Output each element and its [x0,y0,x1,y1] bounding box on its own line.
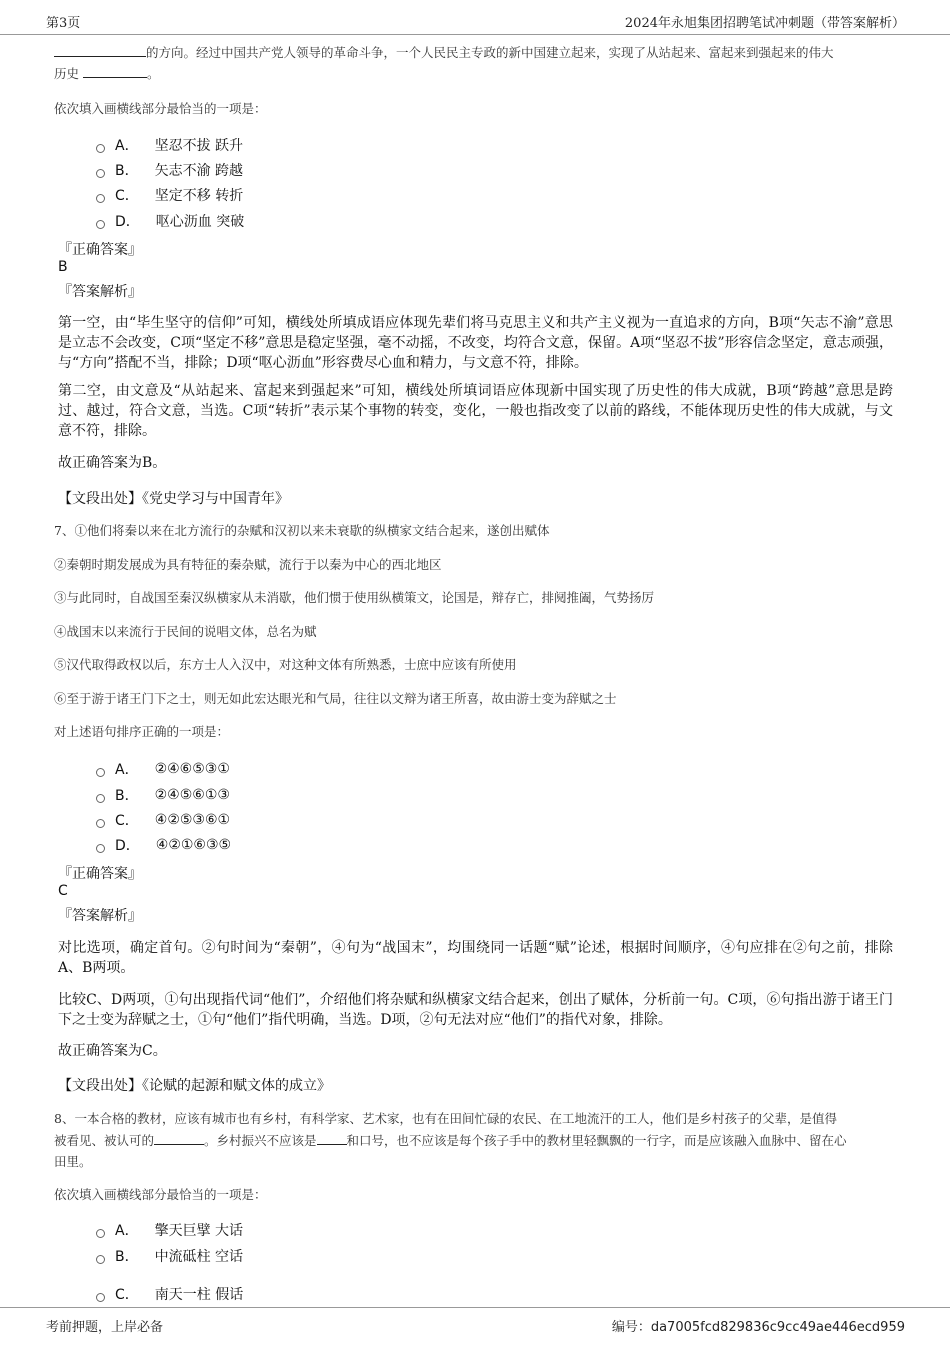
page-number: 第3页 [46,16,81,31]
radio-icon[interactable] [96,1255,105,1264]
q6-text-line1: 的方向。经过中国共产党人领导的革命斗争，一个人民民主专政的新中国建立起来，实现了从站起来、富起来到强起来的伟大 [54,42,892,64]
q6-source: 【文段出处】《党史学习与中国青年》 [58,491,289,507]
q7-option-c[interactable]: C． ④②⑤③⑥① [96,810,230,830]
q7-analysis-p2: 比较C、D两项，①句出现指代词“他们”，介绍他们将杂赋和纵横家文结合起来，创出了赋体，分析前一句。C项，⑥句指出游于诸王门下之士变为辞赋之士，①句“他们”指代明确，当选。D项，②句无法对应“他们”的指代对象，排除。 [58,992,893,1028]
q7-option-b[interactable]: B． ②④⑤⑥①③ [96,785,230,805]
q7-line: ③与此同时，自战国至秦汉纵横家从未消歇，他们惯于使用纵横策文，论国是，辩存亡，排阋推阖，气势扬厉 [54,590,655,605]
q6-analysis-p1: 第一空，由“毕生坚守的信仰”可知，横线处所填成语应体现先辈们将马克思主义和共产主义视为一直追求的方向，B项“矢志不渝”意思是立志不会改变，C项“坚定不移”意思是稳定坚强，毫不动摇，不改变，均符合文意，保留。A项“坚忍不拔”形容信念坚定，意志顽强，与“方向”搭配不当，排除；D项“呕心沥血”形容费尽心血和精力，与文意不符，排除。 [58,315,893,371]
q6-option-c[interactable]: C． 坚定不移 转折 [96,185,243,205]
radio-icon[interactable] [96,794,105,803]
radio-icon[interactable] [96,220,105,229]
radio-icon[interactable] [96,169,105,178]
answer-blank [54,42,146,57]
answer-blank [317,1130,347,1145]
radio-icon[interactable] [96,1293,105,1302]
q7-line: ⑤汉代取得政权以后，东方士人入汉中，对这种文体有所熟悉，士庶中应该有所使用 [54,657,517,672]
q6-text-line2: 历史 。 [54,63,892,85]
q7-option-d[interactable]: D． ④②①⑥③⑤ [96,835,231,855]
radio-icon[interactable] [96,194,105,203]
page-footer [0,1307,950,1346]
q6-option-d[interactable]: D． 呕心沥血 突破 [96,211,244,231]
q8-line3: 田里。 [54,1154,92,1169]
radio-icon[interactable] [96,144,105,153]
radio-icon[interactable] [96,1229,105,1238]
q8-option-a[interactable]: A． 擎天巨擘 大话 [96,1220,243,1240]
answer-blank [83,63,147,78]
q6-answer-label: 『正确答案』 [58,242,142,258]
q7-line: ④战国末以来流行于民间的说唱文体，总名为赋 [54,624,317,639]
document-title: 2024年永旭集团招聘笔试冲刺题（带答案解析） [624,16,905,31]
q7-source: 【文段出处】《论赋的起源和赋文体的成立》 [58,1078,331,1094]
q8-option-b[interactable]: B． 中流砥柱 空话 [96,1246,243,1266]
document-code: 编号：da7005fcd829836c9cc49ae446ecd959 [611,1320,905,1335]
footer-slogan: 考前押题，上岸必备 [46,1320,164,1335]
q6-option-b[interactable]: B． 矢志不渝 跨越 [96,160,243,180]
q7-analysis-label: 『答案解析』 [58,908,142,924]
q6-prompt: 依次填入画横线部分最恰当的一项是： [54,101,267,116]
q7-answer-label: 『正确答案』 [58,866,142,882]
q8-line2: 被看见、被认可的 。乡村振兴不应该是 和口号，也不应该是每个孩子手中的教材里轻飘飘的一行字，而是应该融入血脉中、留在心 [54,1130,892,1152]
q6-analysis-conclusion: 故正确答案为B。 [58,455,167,471]
q7-analysis-p1: 对比选项，确定首句。②句时间为“秦朝”，④句为“战国末”，均围绕同一话题“赋”论述，根据时间顺序，④句应排在②句之前，排除A、B两项。 [58,940,893,976]
answer-blank [154,1130,204,1145]
q7-prompt: 对上述语句排序正确的一项是： [54,724,230,739]
q7-line: ②秦朝时期发展成为具有特征的秦杂赋，流行于以秦为中心的西北地区 [54,557,442,572]
q7-line: ⑥至于游于诸王门下之士，则无如此宏达眼光和气局，往往以文辩为诸王所喜，故由游士变为辞赋之士 [54,691,617,706]
q7-answer: C [58,883,68,899]
q7-analysis-conclusion: 故正确答案为C。 [58,1043,167,1059]
q6-option-a[interactable]: A． 坚忍不拔 跃升 [96,135,243,155]
q8-line1: 8、一本合格的教材，应该有城市也有乡村，有科学家、艺术家，也有在田间忙碌的农民、在工地流汗的工人，他们是乡村孩子的父辈，是值得 [54,1111,837,1126]
q6-answer: B [58,259,68,275]
q8-prompt: 依次填入画横线部分最恰当的一项是： [54,1187,267,1202]
radio-icon[interactable] [96,768,105,777]
q6-analysis-label: 『答案解析』 [58,284,142,300]
q7-line: 7、①他们将秦以来在北方流行的杂赋和汉初以来未衰歇的纵横家文结合起来，遂创出赋体 [54,523,550,538]
q6-analysis-p2: 第二空，由文意及“从站起来、富起来到强起来”可知，横线处所填词语应体现新中国实现了历史性的伟大成就，B项“跨越”意思是跨过、越过，符合文意，当选。C项“转折”表示某个事物的转变，变化，一般也指改变了以前的路线，不能体现历史性的伟大成就，与文意不符，排除。 [58,383,893,439]
q8-option-c[interactable]: C． 南天一柱 假话 [96,1284,243,1304]
radio-icon[interactable] [96,819,105,828]
q7-option-a[interactable]: A． ②④⑥⑤③① [96,759,230,779]
page-header [0,0,950,35]
radio-icon[interactable] [96,844,105,853]
